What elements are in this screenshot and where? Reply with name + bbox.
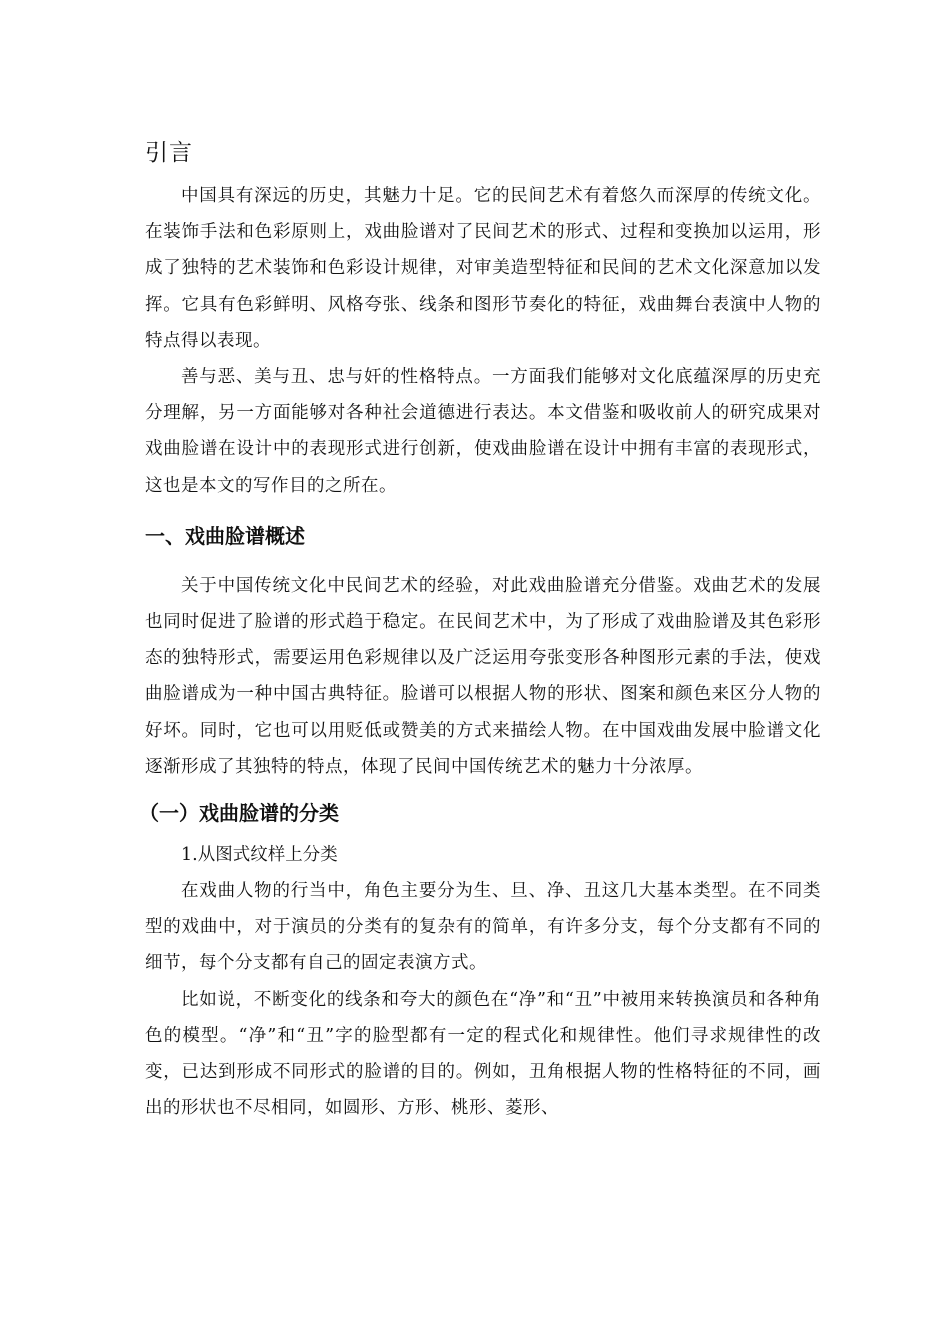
section-1-heading: 一、戏曲脸谱概述 xyxy=(145,523,305,548)
subsection-paragraph-1: 在戏曲人物的行当中，角色主要分为生、旦、净、丑这几大基本类型。在不同类型的戏曲中，对于演员的分类有的复杂有的简单，有许多分支，每个分支都有不同的细节，每个分支都有自己的固定表演方式。 xyxy=(145,881,821,974)
intro-paragraph-2: 善与恶、美与丑、忠与奸的性格特点。一方面我们能够对文化底蕴深厚的历史充分理解，另一方面能够对各种社会道德进行表达。本文借鉴和吸收前人的研究成果对戏曲脸谱在设计中的表现形式进行创新，使戏曲脸谱在设计中拥有丰富的表现形式，这也是本文的写作目的之所在。 xyxy=(145,367,821,496)
item-heading: 1.从图式纹样上分类 xyxy=(181,845,338,866)
intro-paragraph-1: 中国具有深远的历史，其魅力十足。它的民间艺术有着悠久而深厚的传统文化。在装饰手法和色彩原则上，戏曲脸谱对了民间艺术的形式、过程和变换加以运用，形成了独特的艺术装饰和色彩设计规律，对审美造型特征和民间的艺术文化深意加以发挥。它具有色彩鲜明、风格夸张、线条和图形节奏化的特征，戏曲舞台表演中人物的特点得以表现。 xyxy=(145,186,821,351)
subsection-paragraph-2: 比如说，不断变化的线条和夸大的颜色在“净”和“丑”中被用来转换演员和各种角色的模型。“净”和“丑”字的脸型都有一定的程式化和规律性。他们寻求规律性的改变，已达到形成不同形式的脸谱的目的。例如，丑角根据人物的性格特征的不同，画出的形状也不尽相同，如圆形、方形、桃形、菱形、 xyxy=(145,989,821,1119)
page-content xyxy=(139,134,821,1126)
section-1-paragraph-1: 关于中国传统文化中民间艺术的经验，对此戏曲脸谱充分借鉴。戏曲艺术的发展也同时促进了脸谱的形式趋于稳定。在民间艺术中，为了形成了戏曲脸谱及其色彩形态的独特形式，需要运用色彩规律以及广泛运用夸张变形各种图形元素的手法，使戏曲脸谱成为一种中国古典特征。脸谱可以根据人物的形状、图案和颜色来区分人物的好坏。同时，它也可以用贬低或赞美的方式来描绘人物。在中国戏曲发展中脸谱文化逐渐形成了其独特的特点，体现了民间中国传统艺术的魅力十分浓厚。 xyxy=(145,575,821,777)
intro-heading: 引言 xyxy=(145,140,193,166)
subsection-heading: （一）戏曲脸谱的分类 xyxy=(139,801,339,826)
